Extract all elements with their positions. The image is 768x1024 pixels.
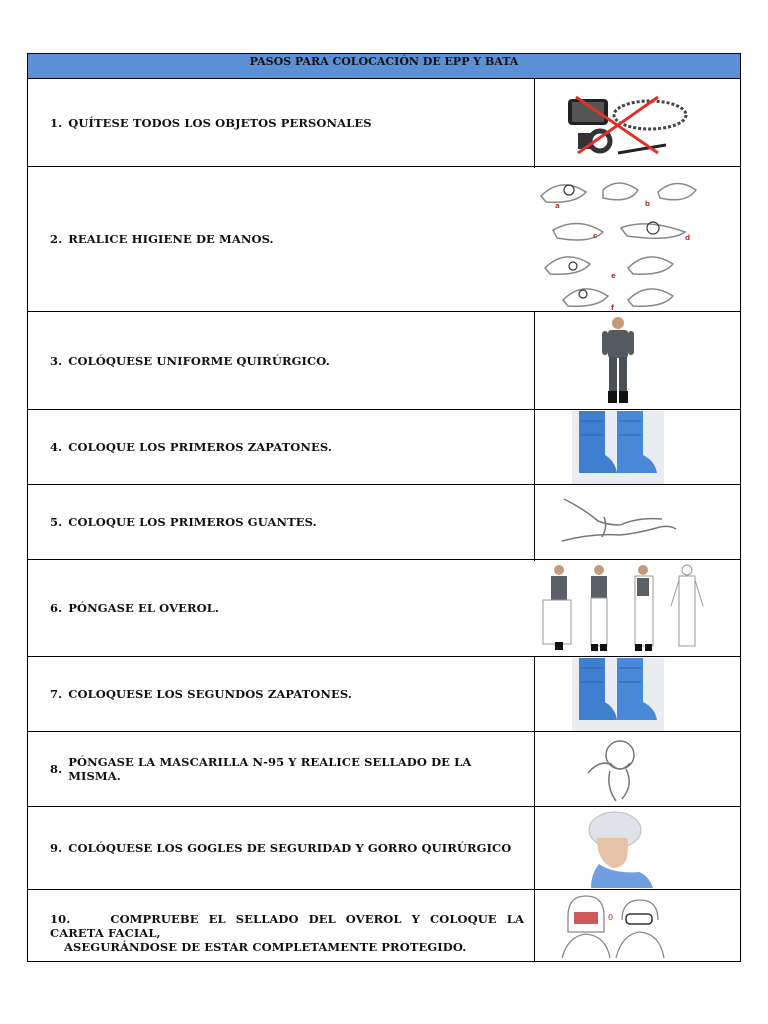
goggles-cap-icon: [579, 808, 657, 888]
step-text-4: [28, 410, 535, 484]
step-text-3: [28, 312, 535, 409]
step-text-10: [28, 890, 535, 961]
hand-step-label: e: [610, 271, 616, 280]
step-image-cell: [535, 410, 740, 484]
step-row-5: [28, 485, 740, 560]
step-image-cell: [535, 167, 740, 311]
hand-hygiene-icon: [533, 168, 703, 311]
step-label-line2: ASEGURÁNDOSE DE ESTAR COMPLETAMENTE PROTEGIDO.: [64, 940, 467, 954]
shield-mark-label: 0: [607, 912, 613, 922]
step-row-6: [28, 560, 740, 657]
step-label: QUÍTESE TODOS LOS OBJETOS PERSONALES: [68, 115, 372, 130]
step-text-5: [28, 485, 535, 559]
step-number: 1.: [50, 115, 63, 130]
step-row-7: [28, 657, 740, 732]
step-label-line1: COMPRUEBE EL SELLADO DEL OVEROL Y COLOQUE LA CARETA FACIAL,: [50, 912, 524, 940]
table-title: PASOS PARA COLOCACIÓN DE EPP Y BATA: [28, 54, 740, 79]
coverall-icon: [533, 562, 713, 654]
step-image-cell: [535, 560, 740, 656]
step-row-1: [28, 79, 740, 167]
step-label: PÓNGASE EL OVEROL.: [68, 601, 220, 615]
step-label: COLÓQUESE LOS GOGLES DE SEGURIDAD Y GORRO QUIRÚRGICO: [68, 841, 512, 855]
step-text-1: [28, 79, 535, 166]
step-label: COLOQUESE LOS SEGUNDOS ZAPATONES.: [68, 687, 352, 701]
step-text-8: [28, 732, 535, 806]
step-label: COLOQUE LOS PRIMEROS GUANTES.: [68, 515, 317, 529]
step-number: 9.: [50, 841, 63, 855]
step-label: COLÓQUESE UNIFORME QUIRÚRGICO.: [68, 353, 330, 368]
step-number: 7.: [50, 687, 63, 701]
step-image-cell: [535, 485, 740, 559]
step-label: PÓNGASE LA MASCARILLA N-95 Y REALICE SELLADO DE LA MISMA.: [68, 755, 472, 783]
step-text-2: [28, 167, 535, 311]
step-number: 3.: [50, 353, 63, 368]
step-label: COLOQUE LOS PRIMEROS ZAPATONES.: [68, 440, 332, 454]
face-shield-icon: [560, 892, 666, 960]
hand-step-label: b: [644, 199, 650, 208]
step-row-2: [28, 167, 740, 312]
shoe-covers-icon: [573, 658, 663, 730]
shoe-covers-icon: [573, 411, 663, 483]
personal-objects-crossed-icon: [538, 83, 698, 163]
hand-step-label: d: [684, 233, 690, 242]
step-image-cell: [535, 657, 740, 731]
gloves-icon: [554, 487, 682, 557]
step-image-cell: [535, 807, 740, 889]
step-text-9: [28, 807, 535, 889]
step-image-cell: [535, 890, 740, 961]
step-row-10: [28, 890, 740, 961]
step-number: 2.: [50, 232, 63, 246]
hand-step-label: a: [554, 201, 560, 210]
step-row-9: [28, 807, 740, 890]
step-number: 8.: [50, 762, 63, 776]
step-text-7: [28, 657, 535, 731]
step-number: 6.: [50, 601, 63, 615]
step-text-6: [28, 560, 535, 656]
step-image-cell: [535, 79, 740, 166]
step-image-cell: [535, 312, 740, 409]
step-row-8: [28, 732, 740, 807]
step-number: 4.: [50, 440, 63, 454]
hand-step-label: f: [610, 303, 614, 311]
ppe-steps-table: [27, 53, 741, 962]
hand-step-label: c: [592, 231, 597, 240]
step-number: 10.: [50, 912, 71, 926]
step-row-3: [28, 312, 740, 410]
step-row-4: [28, 410, 740, 485]
surgical-uniform-icon: [598, 315, 638, 407]
step-number: 5.: [50, 515, 63, 529]
step-image-cell: [535, 732, 740, 806]
n95-mask-icon: [580, 733, 656, 805]
step-label: REALICE HIGIENE DE MANOS.: [68, 232, 274, 246]
